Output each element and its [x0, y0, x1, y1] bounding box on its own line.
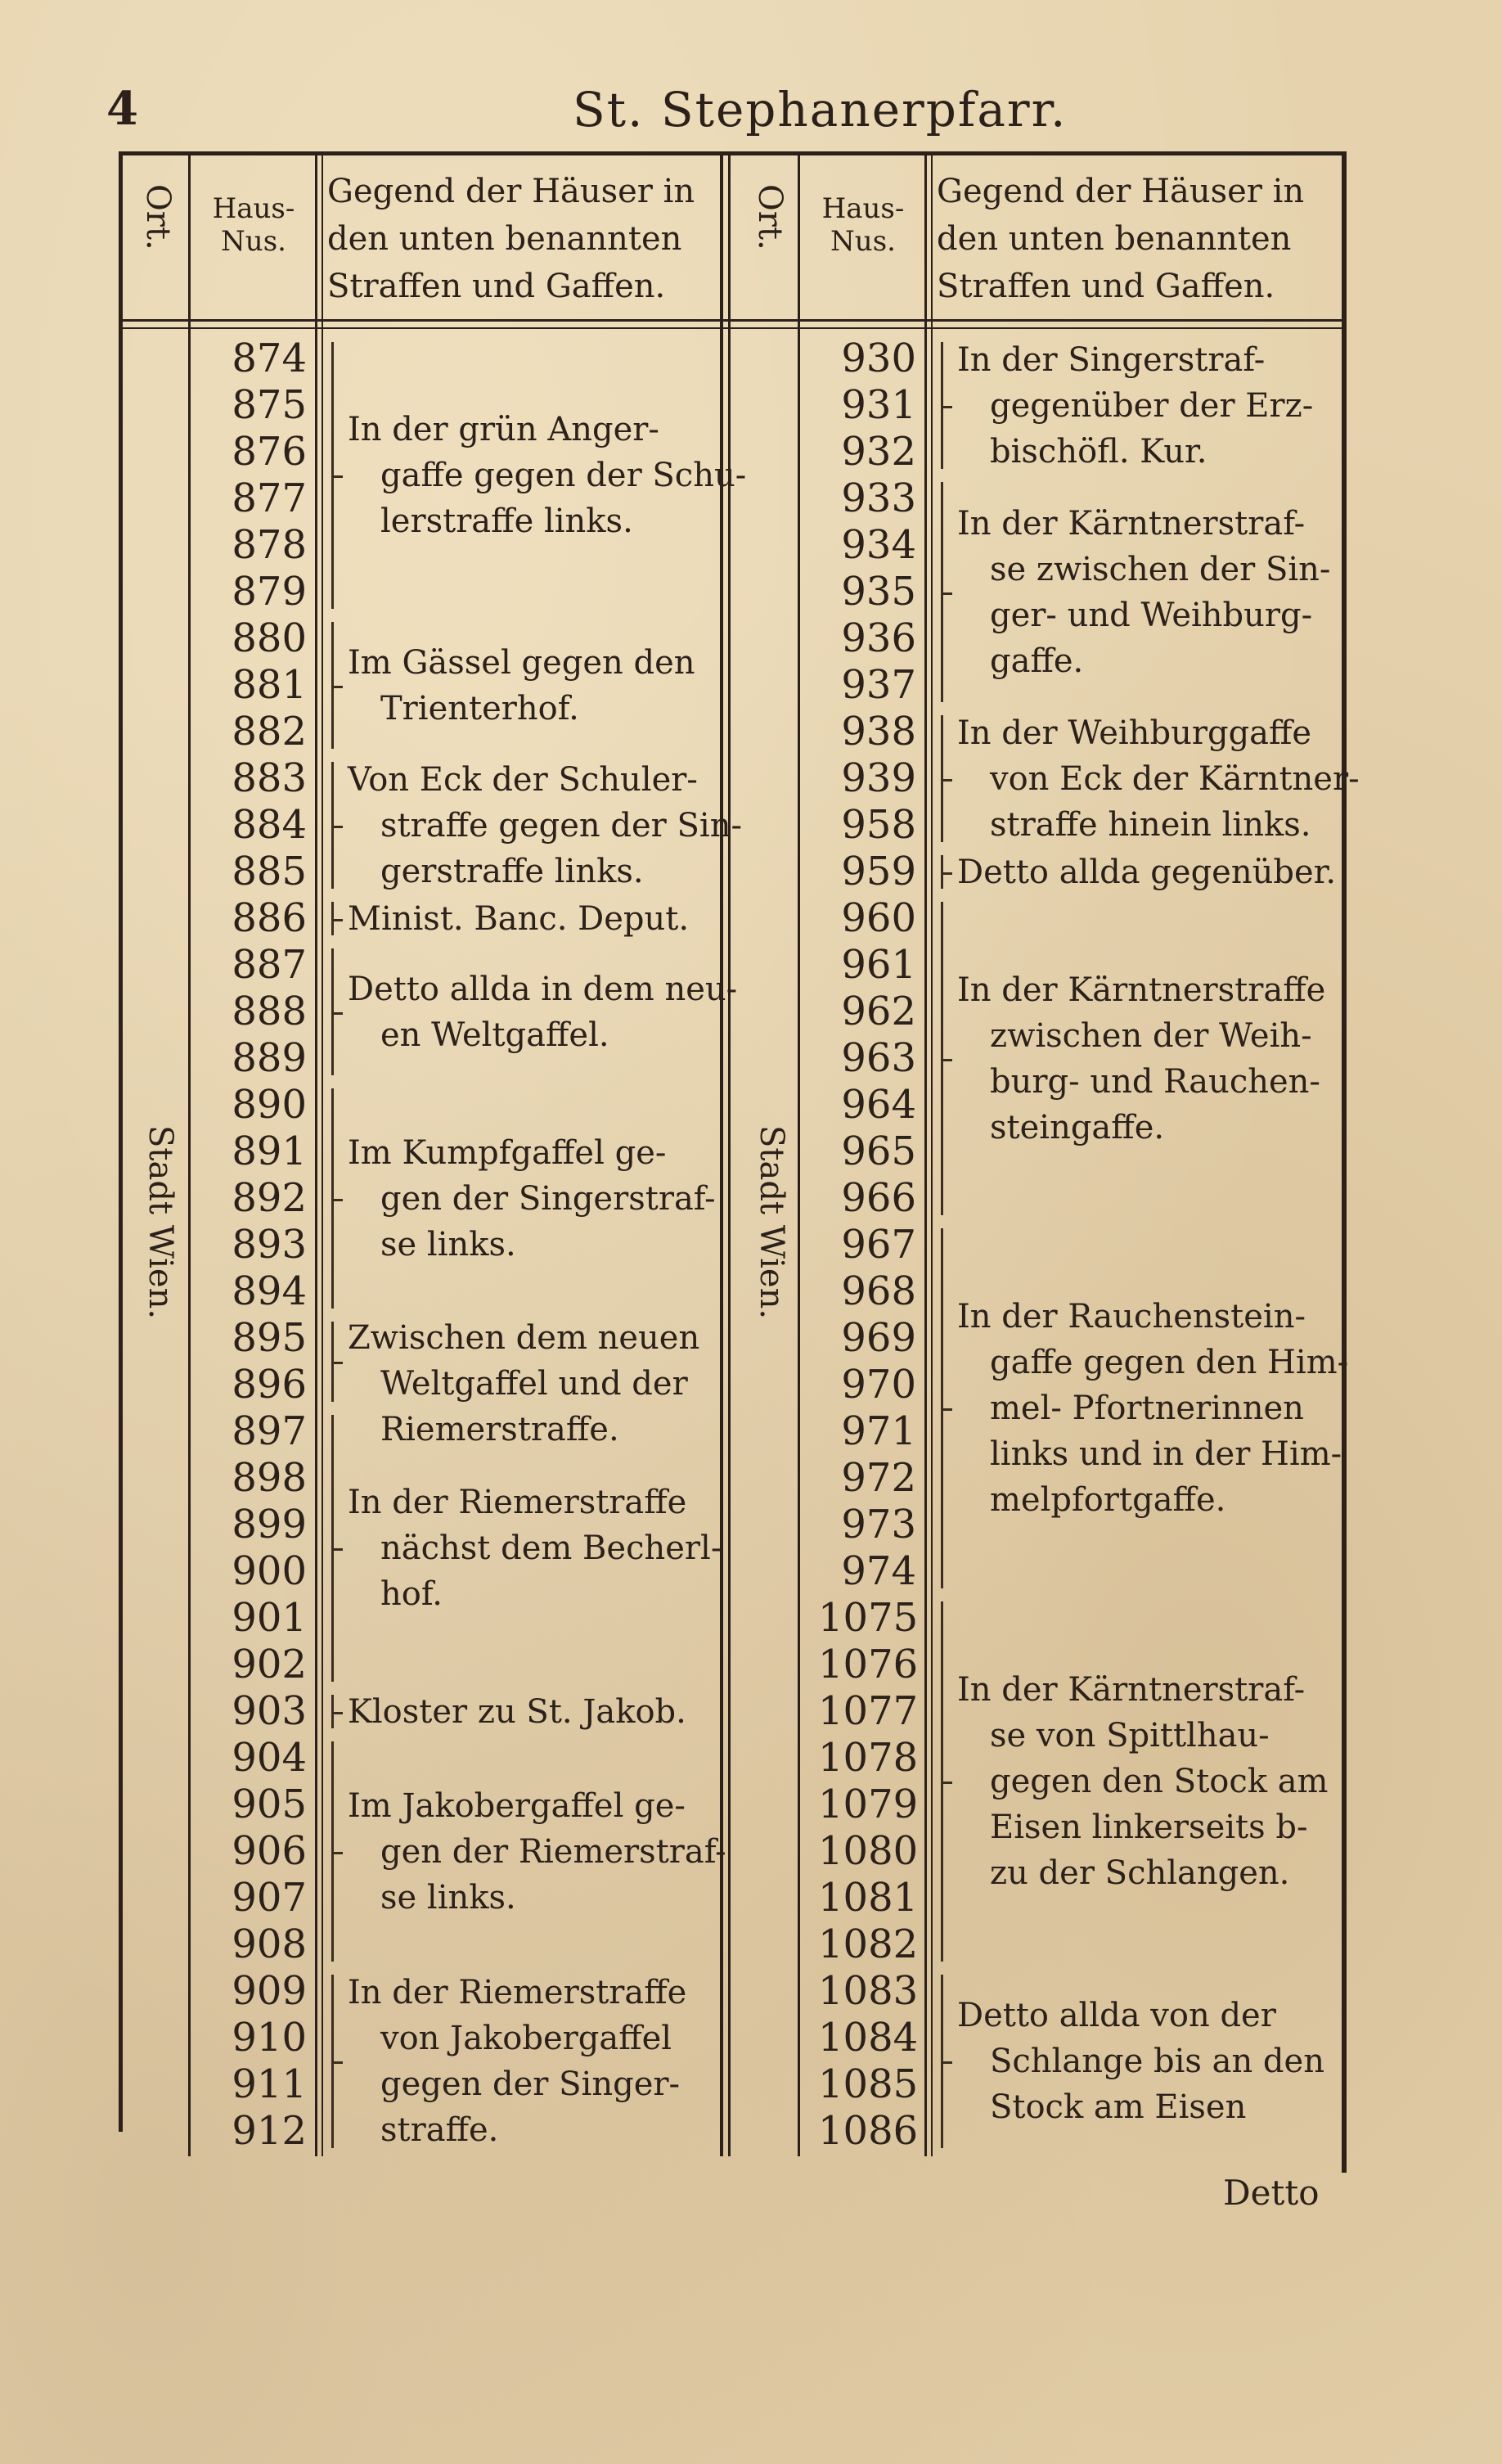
grouping-brace: [331, 622, 342, 749]
table-right-border: [1342, 151, 1347, 2173]
grouping-brace: [331, 1975, 342, 2148]
entry-line: Riemerstraffe.: [380, 1411, 619, 1448]
entry-line: In der grün Anger-: [348, 411, 659, 448]
house-number: 936: [841, 615, 916, 661]
entry-line: en Weltgaffel.: [380, 1016, 609, 1054]
entry-line: nächst dem Becherl-: [380, 1529, 722, 1567]
entry-line: se von Spittlhau-: [990, 1717, 1270, 1755]
house-number: 970: [841, 1362, 916, 1408]
house-number: 912: [232, 2108, 307, 2154]
house-number: 971: [841, 1408, 916, 1454]
side-label-left: Stadt Wien.: [142, 1125, 179, 1320]
entry-line: Trienterhof.: [380, 689, 579, 727]
house-number: 881: [232, 662, 307, 708]
house-number: 968: [841, 1268, 916, 1314]
house-number: 880: [232, 615, 307, 661]
house-number: 901: [232, 1595, 307, 1641]
house-number: 960: [841, 895, 916, 941]
house-number: 964: [841, 1082, 916, 1128]
entry-line: gen der Riemerstraf-: [380, 1832, 726, 1871]
house-number: 1082: [818, 1921, 919, 1967]
grouping-brace: [941, 342, 951, 469]
house-number: 1079: [818, 1782, 919, 1827]
grouping-brace: [331, 1322, 342, 1402]
house-number: 891: [232, 1128, 307, 1174]
house-number: 930: [841, 336, 916, 381]
grouping-brace: [331, 902, 342, 935]
house-number: 939: [841, 755, 916, 801]
grouping-brace: [941, 1601, 951, 1962]
grouping-brace: [331, 1088, 342, 1309]
house-number: 910: [232, 2015, 307, 2061]
entry-line: lerstraffe links.: [380, 502, 633, 540]
header-right-haus-nus: Haus- Nus.: [821, 192, 905, 258]
house-number: 877: [232, 475, 307, 521]
grouping-brace: [941, 715, 951, 842]
entry-line: In der Weihburggaffe: [957, 714, 1312, 752]
entry-line: links und in der Him-: [990, 1435, 1342, 1473]
house-number: 890: [232, 1082, 307, 1128]
house-number: 958: [841, 802, 916, 848]
page-number: 4: [106, 82, 138, 136]
entry-line: In der Riemerstraffe: [348, 1484, 687, 1521]
directory-table: [119, 151, 1360, 2173]
house-number: 959: [841, 849, 916, 894]
house-number: 889: [232, 1035, 307, 1081]
entry-line: straffe hinein links.: [990, 805, 1311, 844]
house-number: 894: [232, 1268, 307, 1314]
grouping-brace: [941, 1228, 951, 1588]
house-number: 966: [841, 1175, 916, 1221]
grouping-brace: [331, 762, 342, 889]
header-divider: [119, 319, 1346, 322]
house-number: 900: [232, 1548, 307, 1594]
entry-line: Detto allda gegenüber.: [957, 853, 1337, 891]
grouping-brace: [331, 948, 342, 1075]
entry-line: gegenüber der Erz-: [990, 386, 1314, 425]
house-number: 931: [841, 382, 916, 428]
house-number: 896: [232, 1362, 307, 1408]
entry-line: gaffe gegen der Schu-: [380, 457, 747, 494]
entry-line: ger- und Weihburg-: [990, 596, 1313, 634]
col-sep-right-nus-2: [931, 151, 933, 2156]
house-number: 878: [232, 522, 307, 568]
house-number: 937: [841, 662, 916, 708]
entry-line: In der Singerstraf-: [957, 340, 1266, 379]
header-right-gegend: Gegend der Häuser in den unten benannten Straffen und Gaffen.: [937, 173, 1305, 305]
house-number: 898: [232, 1455, 307, 1501]
house-number: 905: [232, 1782, 307, 1827]
house-number: 974: [841, 1548, 916, 1594]
entry-line: gegen den Stock am: [990, 1763, 1329, 1800]
house-number: 1077: [818, 1688, 919, 1734]
house-number: 938: [841, 709, 916, 755]
entry-line: Zwischen dem neuen: [348, 1319, 700, 1357]
entry-line: gerstraffe links.: [380, 852, 644, 890]
header-left-ort: Ort.: [139, 184, 177, 250]
house-number: 897: [232, 1408, 307, 1454]
house-number: 906: [232, 1828, 307, 1874]
entry-line: straffe.: [380, 2111, 499, 2149]
entry-line: hof.: [380, 1575, 443, 1613]
col-sep-right-ort: [798, 151, 800, 2156]
entry-line: se links.: [380, 1878, 516, 1917]
grouping-brace: [331, 1415, 342, 1682]
entry-line: zu der Schlangen.: [990, 1854, 1290, 1892]
house-number: 1083: [818, 1968, 919, 2014]
entry-line: Schlange bis an den: [990, 2043, 1324, 2080]
house-number: 1084: [818, 2015, 919, 2061]
house-number: 1081: [818, 1875, 919, 1921]
entry-line: Kloster zu St. Jakob.: [348, 1692, 686, 1731]
grouping-brace: [941, 855, 951, 889]
house-number: 972: [841, 1455, 916, 1501]
side-label-right: Stadt Wien.: [753, 1125, 790, 1320]
entry-line: Im Gässel gegen den: [348, 643, 695, 682]
house-number: 909: [232, 1968, 307, 2014]
house-number: 886: [232, 895, 307, 941]
header-left-gegend: Gegend der Häuser in den unten benannten Straffen und Gaffen.: [327, 173, 695, 305]
entry-line: Detto allda von der: [957, 1997, 1276, 2034]
house-number: 908: [232, 1921, 307, 1967]
house-number: 893: [232, 1222, 307, 1268]
house-number: 888: [232, 989, 307, 1034]
col-sep-left-nus: [315, 151, 317, 2156]
house-number: 895: [232, 1315, 307, 1361]
entry-line: gaffe.: [990, 642, 1084, 680]
house-number: 903: [232, 1688, 307, 1734]
grouping-brace: [941, 482, 951, 702]
entry-line: von Jakobergaffel: [380, 2020, 672, 2057]
entry-line: Detto allda in dem neu-: [348, 970, 738, 1008]
house-number: 1080: [818, 1828, 919, 1874]
house-number: 874: [232, 336, 307, 381]
entry-line: Stock am Eisen: [990, 2088, 1247, 2126]
table-top-border: [119, 151, 1346, 155]
house-number: 1076: [818, 1642, 919, 1687]
header-divider-2: [119, 327, 1346, 329]
entry-line: Weltgaffel und der: [380, 1365, 688, 1403]
entry-line: In der Rauchenstein-: [957, 1298, 1306, 1336]
grouping-brace: [331, 1741, 342, 1962]
house-number: 1075: [818, 1595, 919, 1641]
entry-line: burg- und Rauchen-: [990, 1062, 1320, 1101]
entry-line: se links.: [380, 1225, 516, 1264]
house-number: 1078: [818, 1735, 919, 1781]
house-number: 884: [232, 802, 307, 848]
table-left-border: [119, 151, 123, 2132]
col-sep-left-nus-2: [322, 151, 323, 2156]
entry-line: In der Kärntnerstraffe: [957, 971, 1326, 1009]
grouping-brace: [331, 1695, 342, 1728]
house-number: 882: [232, 709, 307, 755]
entry-line: Im Jakobergaffel ge-: [348, 1786, 686, 1825]
house-number: 885: [232, 849, 307, 894]
house-number: 887: [232, 942, 307, 988]
house-number: 963: [841, 1035, 916, 1081]
house-number: 1086: [818, 2108, 919, 2154]
house-number: 875: [232, 382, 307, 428]
grouping-brace: [941, 1975, 951, 2148]
house-number: 876: [232, 429, 307, 475]
entry-line: von Eck der Kärntner-: [990, 759, 1360, 798]
house-number: 1085: [818, 2061, 919, 2107]
house-number: 902: [232, 1642, 307, 1687]
col-sep-right-nus: [924, 151, 927, 2156]
house-number: 911: [232, 2061, 307, 2107]
entry-line: Eisen linkerseits b-: [990, 1809, 1308, 1846]
house-number: 962: [841, 989, 916, 1034]
house-number: 892: [232, 1175, 307, 1221]
house-number: 932: [841, 429, 916, 475]
entry-line: melpfortgaffe.: [990, 1481, 1226, 1519]
col-sep-left-ort: [188, 151, 191, 2156]
house-number: 933: [841, 475, 916, 521]
house-number: 969: [841, 1315, 916, 1361]
house-number: 899: [232, 1502, 307, 1547]
entry-line: Von Eck der Schuler-: [348, 760, 698, 799]
house-number: 883: [232, 755, 307, 801]
house-number: 907: [232, 1875, 307, 1921]
header-right-ort: Ort.: [751, 184, 789, 250]
house-number: 904: [232, 1735, 307, 1781]
entry-line: gen der Singerstraf-: [380, 1179, 716, 1218]
entry-line: mel- Pfortnerinnen: [990, 1390, 1304, 1427]
entry-line: In der Kärntnerstraf-: [957, 1671, 1306, 1709]
entry-line: In der Kärntnerstraf-: [957, 504, 1306, 543]
entry-line: Minist. Banc. Deput.: [348, 899, 690, 938]
entry-line: bischöfl. Kur.: [990, 432, 1207, 471]
entry-line: straffe gegen der Sin-: [380, 806, 742, 845]
catchword: Detto: [1223, 2173, 1320, 2213]
grouping-brace: [331, 342, 342, 609]
entry-line: se zwischen der Sin-: [990, 550, 1331, 588]
entry-line: steingaffe.: [990, 1108, 1165, 1146]
header-left-haus-nus: Haus- Nus.: [212, 192, 295, 258]
entry-line: zwischen der Weih-: [990, 1016, 1312, 1055]
running-title: St. Stephanerpfarr.: [573, 82, 1068, 137]
house-number: 879: [232, 569, 307, 615]
grouping-brace: [941, 902, 951, 1215]
house-number: 934: [841, 522, 916, 568]
entry-line: gaffe gegen den Him-: [990, 1344, 1349, 1381]
house-number: 973: [841, 1502, 916, 1547]
house-number: 961: [841, 942, 916, 988]
entry-line: In der Riemerstraffe: [348, 1974, 687, 2011]
house-number: 935: [841, 569, 916, 615]
entry-line: Im Kumpfgaffel ge-: [348, 1133, 667, 1172]
house-number: 965: [841, 1128, 916, 1174]
entry-line: gegen der Singer-: [380, 2065, 681, 2103]
house-number: 967: [841, 1222, 916, 1268]
running-head: [98, 82, 1374, 155]
